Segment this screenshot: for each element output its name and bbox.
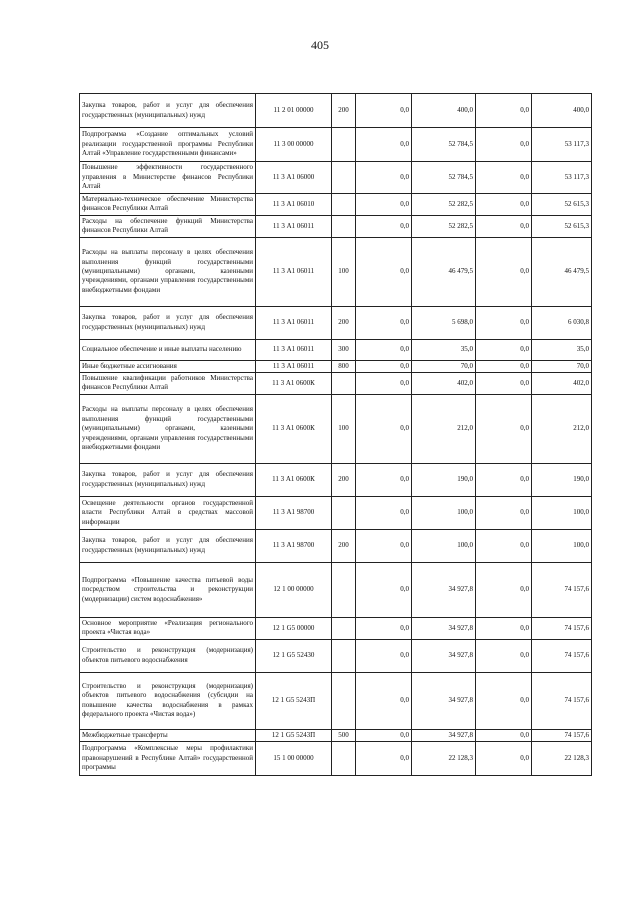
row-code: 12 1 G5 52430 — [256, 639, 332, 672]
row-expense-type — [332, 194, 356, 216]
row-value-3: 0,0 — [476, 496, 532, 529]
row-value-4: 212,0 — [532, 394, 592, 463]
row-code: 11 3 А1 06000 — [256, 162, 332, 194]
row-value-1: 0,0 — [356, 360, 412, 372]
row-name: Расходы на обеспечение функций Министерства финансов Республики Алтай — [80, 215, 256, 237]
row-value-1: 0,0 — [356, 742, 412, 776]
row-value-1: 0,0 — [356, 215, 412, 237]
row-value-4: 74 157,6 — [532, 672, 592, 729]
row-value-2: 70,0 — [412, 360, 476, 372]
row-value-1: 0,0 — [356, 237, 412, 306]
row-code: 12 1 G5 5243П — [256, 672, 332, 729]
row-value-2: 400,0 — [412, 94, 476, 128]
row-value-3: 0,0 — [476, 639, 532, 672]
row-name: Закупка товаров, работ и услуг для обеспечения государственных (муниципальных) нужд — [80, 529, 256, 562]
row-value-4: 190,0 — [532, 463, 592, 496]
row-value-4: 53 117,3 — [532, 162, 592, 194]
table-body — [80, 94, 592, 776]
table-row — [80, 306, 592, 339]
row-value-1: 0,0 — [356, 496, 412, 529]
row-code: 12 1 00 00000 — [256, 562, 332, 617]
row-value-2: 34 927,8 — [412, 562, 476, 617]
row-value-2: 190,0 — [412, 463, 476, 496]
row-name: Закупка товаров, работ и услуг для обеспечения государственных (муниципальных) нужд — [80, 94, 256, 128]
row-value-2: 34 927,8 — [412, 729, 476, 741]
row-value-2: 402,0 — [412, 373, 476, 395]
row-value-2: 22 128,3 — [412, 742, 476, 776]
row-name: Расходы на выплаты персоналу в целях обеспечения выполнения функций государственными (муниципальными) органами, казенными учреждениями, органами управления государственными внебюджетными фондами — [80, 237, 256, 306]
row-name: Строительство и реконструкция (модернизация) объектов питьевого водоснабжения (субсидии на повышение качества водоснабжения в рамках федерального проекта «Чистая вода») — [80, 672, 256, 729]
table-row — [80, 562, 592, 617]
row-value-3: 0,0 — [476, 237, 532, 306]
row-value-4: 35,0 — [532, 339, 592, 360]
row-code: 12 1 G5 5243П — [256, 729, 332, 741]
row-value-2: 52 784,5 — [412, 128, 476, 162]
row-value-4: 53 117,3 — [532, 128, 592, 162]
row-code: 11 3 А1 06011 — [256, 237, 332, 306]
row-expense-type: 200 — [332, 306, 356, 339]
row-expense-type — [332, 742, 356, 776]
row-value-1: 0,0 — [356, 394, 412, 463]
row-value-1: 0,0 — [356, 373, 412, 395]
row-code: 11 3 А1 06011 — [256, 360, 332, 372]
row-value-3: 0,0 — [476, 742, 532, 776]
row-value-4: 52 615,3 — [532, 194, 592, 216]
row-code: 11 3 А1 06011 — [256, 306, 332, 339]
row-value-4: 100,0 — [532, 529, 592, 562]
row-name: Строительство и реконструкция (модернизация) объектов питьевого водоснабжения — [80, 639, 256, 672]
row-code: 11 3 А1 06011 — [256, 215, 332, 237]
table-row — [80, 360, 592, 372]
page-number: 405 — [311, 38, 329, 52]
row-name: Закупка товаров, работ и услуг для обеспечения государственных (муниципальных) нужд — [80, 306, 256, 339]
row-value-3: 0,0 — [476, 360, 532, 372]
row-code: 11 3 А1 0600К — [256, 394, 332, 463]
row-value-2: 212,0 — [412, 394, 476, 463]
row-name: Межбюджетные трансферты — [80, 729, 256, 741]
row-value-2: 34 927,8 — [412, 639, 476, 672]
budget-table — [79, 93, 592, 776]
row-name: Подпрограмма «Повышение качества питьевой воды посредством строительства и реконструкции (модернизации) систем водоснабжения» — [80, 562, 256, 617]
table-row — [80, 215, 592, 237]
row-name: Повышение эффективности государственного управления в Министерстве финансов Республики Алтай — [80, 162, 256, 194]
row-value-1: 0,0 — [356, 529, 412, 562]
row-expense-type: 200 — [332, 94, 356, 128]
row-value-4: 70,0 — [532, 360, 592, 372]
row-code: 11 3 А1 0600К — [256, 373, 332, 395]
row-name: Расходы на выплаты персоналу в целях обеспечения выполнения функций государственными (муниципальными) органами, казенными учреждениями, органами управления государственными внебюджетными фондами — [80, 394, 256, 463]
row-expense-type — [332, 639, 356, 672]
row-code: 15 1 00 00000 — [256, 742, 332, 776]
row-expense-type — [332, 373, 356, 395]
row-name: Освещение деятельности органов государственной власти Республики Алтай в средствах массовой информации — [80, 496, 256, 529]
row-value-2: 52 282,5 — [412, 215, 476, 237]
row-value-3: 0,0 — [476, 306, 532, 339]
row-value-2: 52 282,5 — [412, 194, 476, 216]
row-code: 11 3 А1 0600К — [256, 463, 332, 496]
table-row — [80, 617, 592, 639]
row-value-3: 0,0 — [476, 463, 532, 496]
row-name: Повышение квалификации работников Министерства финансов Республики Алтай — [80, 373, 256, 395]
row-value-3: 0,0 — [476, 339, 532, 360]
row-value-4: 400,0 — [532, 94, 592, 128]
row-expense-type — [332, 672, 356, 729]
row-expense-type: 800 — [332, 360, 356, 372]
row-value-2: 35,0 — [412, 339, 476, 360]
row-value-3: 0,0 — [476, 162, 532, 194]
table-row — [80, 639, 592, 672]
row-value-3: 0,0 — [476, 617, 532, 639]
row-value-3: 0,0 — [476, 215, 532, 237]
row-value-2: 34 927,8 — [412, 617, 476, 639]
table-row — [80, 339, 592, 360]
table-row — [80, 729, 592, 741]
row-code: 11 3 А1 98700 — [256, 529, 332, 562]
row-name: Материально-техническое обеспечение Министерства финансов Республики Алтай — [80, 194, 256, 216]
row-value-2: 46 479,5 — [412, 237, 476, 306]
row-value-3: 0,0 — [476, 529, 532, 562]
row-value-4: 100,0 — [532, 496, 592, 529]
table-row — [80, 742, 592, 776]
row-expense-type: 300 — [332, 339, 356, 360]
row-name: Подпрограмма «Комплексные меры профилактики правонарушений в Республике Алтай» государственной программы — [80, 742, 256, 776]
row-value-1: 0,0 — [356, 729, 412, 741]
row-value-4: 52 615,3 — [532, 215, 592, 237]
row-expense-type: 200 — [332, 529, 356, 562]
table-row — [80, 237, 592, 306]
table-row — [80, 529, 592, 562]
row-expense-type — [332, 215, 356, 237]
row-expense-type — [332, 496, 356, 529]
row-value-1: 0,0 — [356, 562, 412, 617]
row-name: Социальное обеспечение и иные выплаты населению — [80, 339, 256, 360]
row-name: Основное мероприятие «Реализация регионального проекта «Чистая вода» — [80, 617, 256, 639]
row-value-4: 6 030,8 — [532, 306, 592, 339]
row-value-1: 0,0 — [356, 639, 412, 672]
row-value-1: 0,0 — [356, 672, 412, 729]
row-value-2: 5 698,0 — [412, 306, 476, 339]
row-value-4: 74 157,6 — [532, 617, 592, 639]
row-value-3: 0,0 — [476, 562, 532, 617]
table-row — [80, 194, 592, 216]
row-expense-type — [332, 162, 356, 194]
table-row — [80, 394, 592, 463]
row-expense-type: 100 — [332, 394, 356, 463]
row-name: Иные бюджетные ассигнования — [80, 360, 256, 372]
row-value-3: 0,0 — [476, 394, 532, 463]
row-value-1: 0,0 — [356, 94, 412, 128]
row-value-1: 0,0 — [356, 339, 412, 360]
row-name: Закупка товаров, работ и услуг для обеспечения государственных (муниципальных) нужд — [80, 463, 256, 496]
row-value-4: 74 157,6 — [532, 562, 592, 617]
row-code: 11 3 А1 06011 — [256, 339, 332, 360]
row-code: 11 3 А1 98700 — [256, 496, 332, 529]
table-row — [80, 94, 592, 128]
table-row — [80, 373, 592, 395]
row-value-1: 0,0 — [356, 306, 412, 339]
row-value-3: 0,0 — [476, 672, 532, 729]
row-value-1: 0,0 — [356, 463, 412, 496]
row-code: 11 3 00 00000 — [256, 128, 332, 162]
row-value-4: 402,0 — [532, 373, 592, 395]
row-expense-type — [332, 617, 356, 639]
row-value-1: 0,0 — [356, 194, 412, 216]
row-value-2: 34 927,8 — [412, 672, 476, 729]
row-expense-type: 100 — [332, 237, 356, 306]
row-expense-type — [332, 128, 356, 162]
row-value-3: 0,0 — [476, 94, 532, 128]
row-value-3: 0,0 — [476, 128, 532, 162]
table-row — [80, 128, 592, 162]
row-value-2: 52 784,5 — [412, 162, 476, 194]
row-value-1: 0,0 — [356, 128, 412, 162]
table-row — [80, 496, 592, 529]
table-row — [80, 463, 592, 496]
row-value-3: 0,0 — [476, 194, 532, 216]
row-expense-type — [332, 562, 356, 617]
row-code: 11 2 01 00000 — [256, 94, 332, 128]
row-code: 11 3 А1 06010 — [256, 194, 332, 216]
row-value-2: 100,0 — [412, 496, 476, 529]
row-code: 12 1 G5 00000 — [256, 617, 332, 639]
row-value-4: 74 157,6 — [532, 639, 592, 672]
row-value-3: 0,0 — [476, 373, 532, 395]
row-name: Подпрограмма «Создание оптимальных условий реализации государственной программы Республики Алтай «Управление государственными финансами» — [80, 128, 256, 162]
row-expense-type: 500 — [332, 729, 356, 741]
row-value-2: 100,0 — [412, 529, 476, 562]
row-value-4: 22 128,3 — [532, 742, 592, 776]
row-expense-type: 200 — [332, 463, 356, 496]
table-row — [80, 162, 592, 194]
row-value-4: 74 157,6 — [532, 729, 592, 741]
table-row — [80, 672, 592, 729]
row-value-1: 0,0 — [356, 162, 412, 194]
row-value-3: 0,0 — [476, 729, 532, 741]
row-value-4: 46 479,5 — [532, 237, 592, 306]
row-value-1: 0,0 — [356, 617, 412, 639]
